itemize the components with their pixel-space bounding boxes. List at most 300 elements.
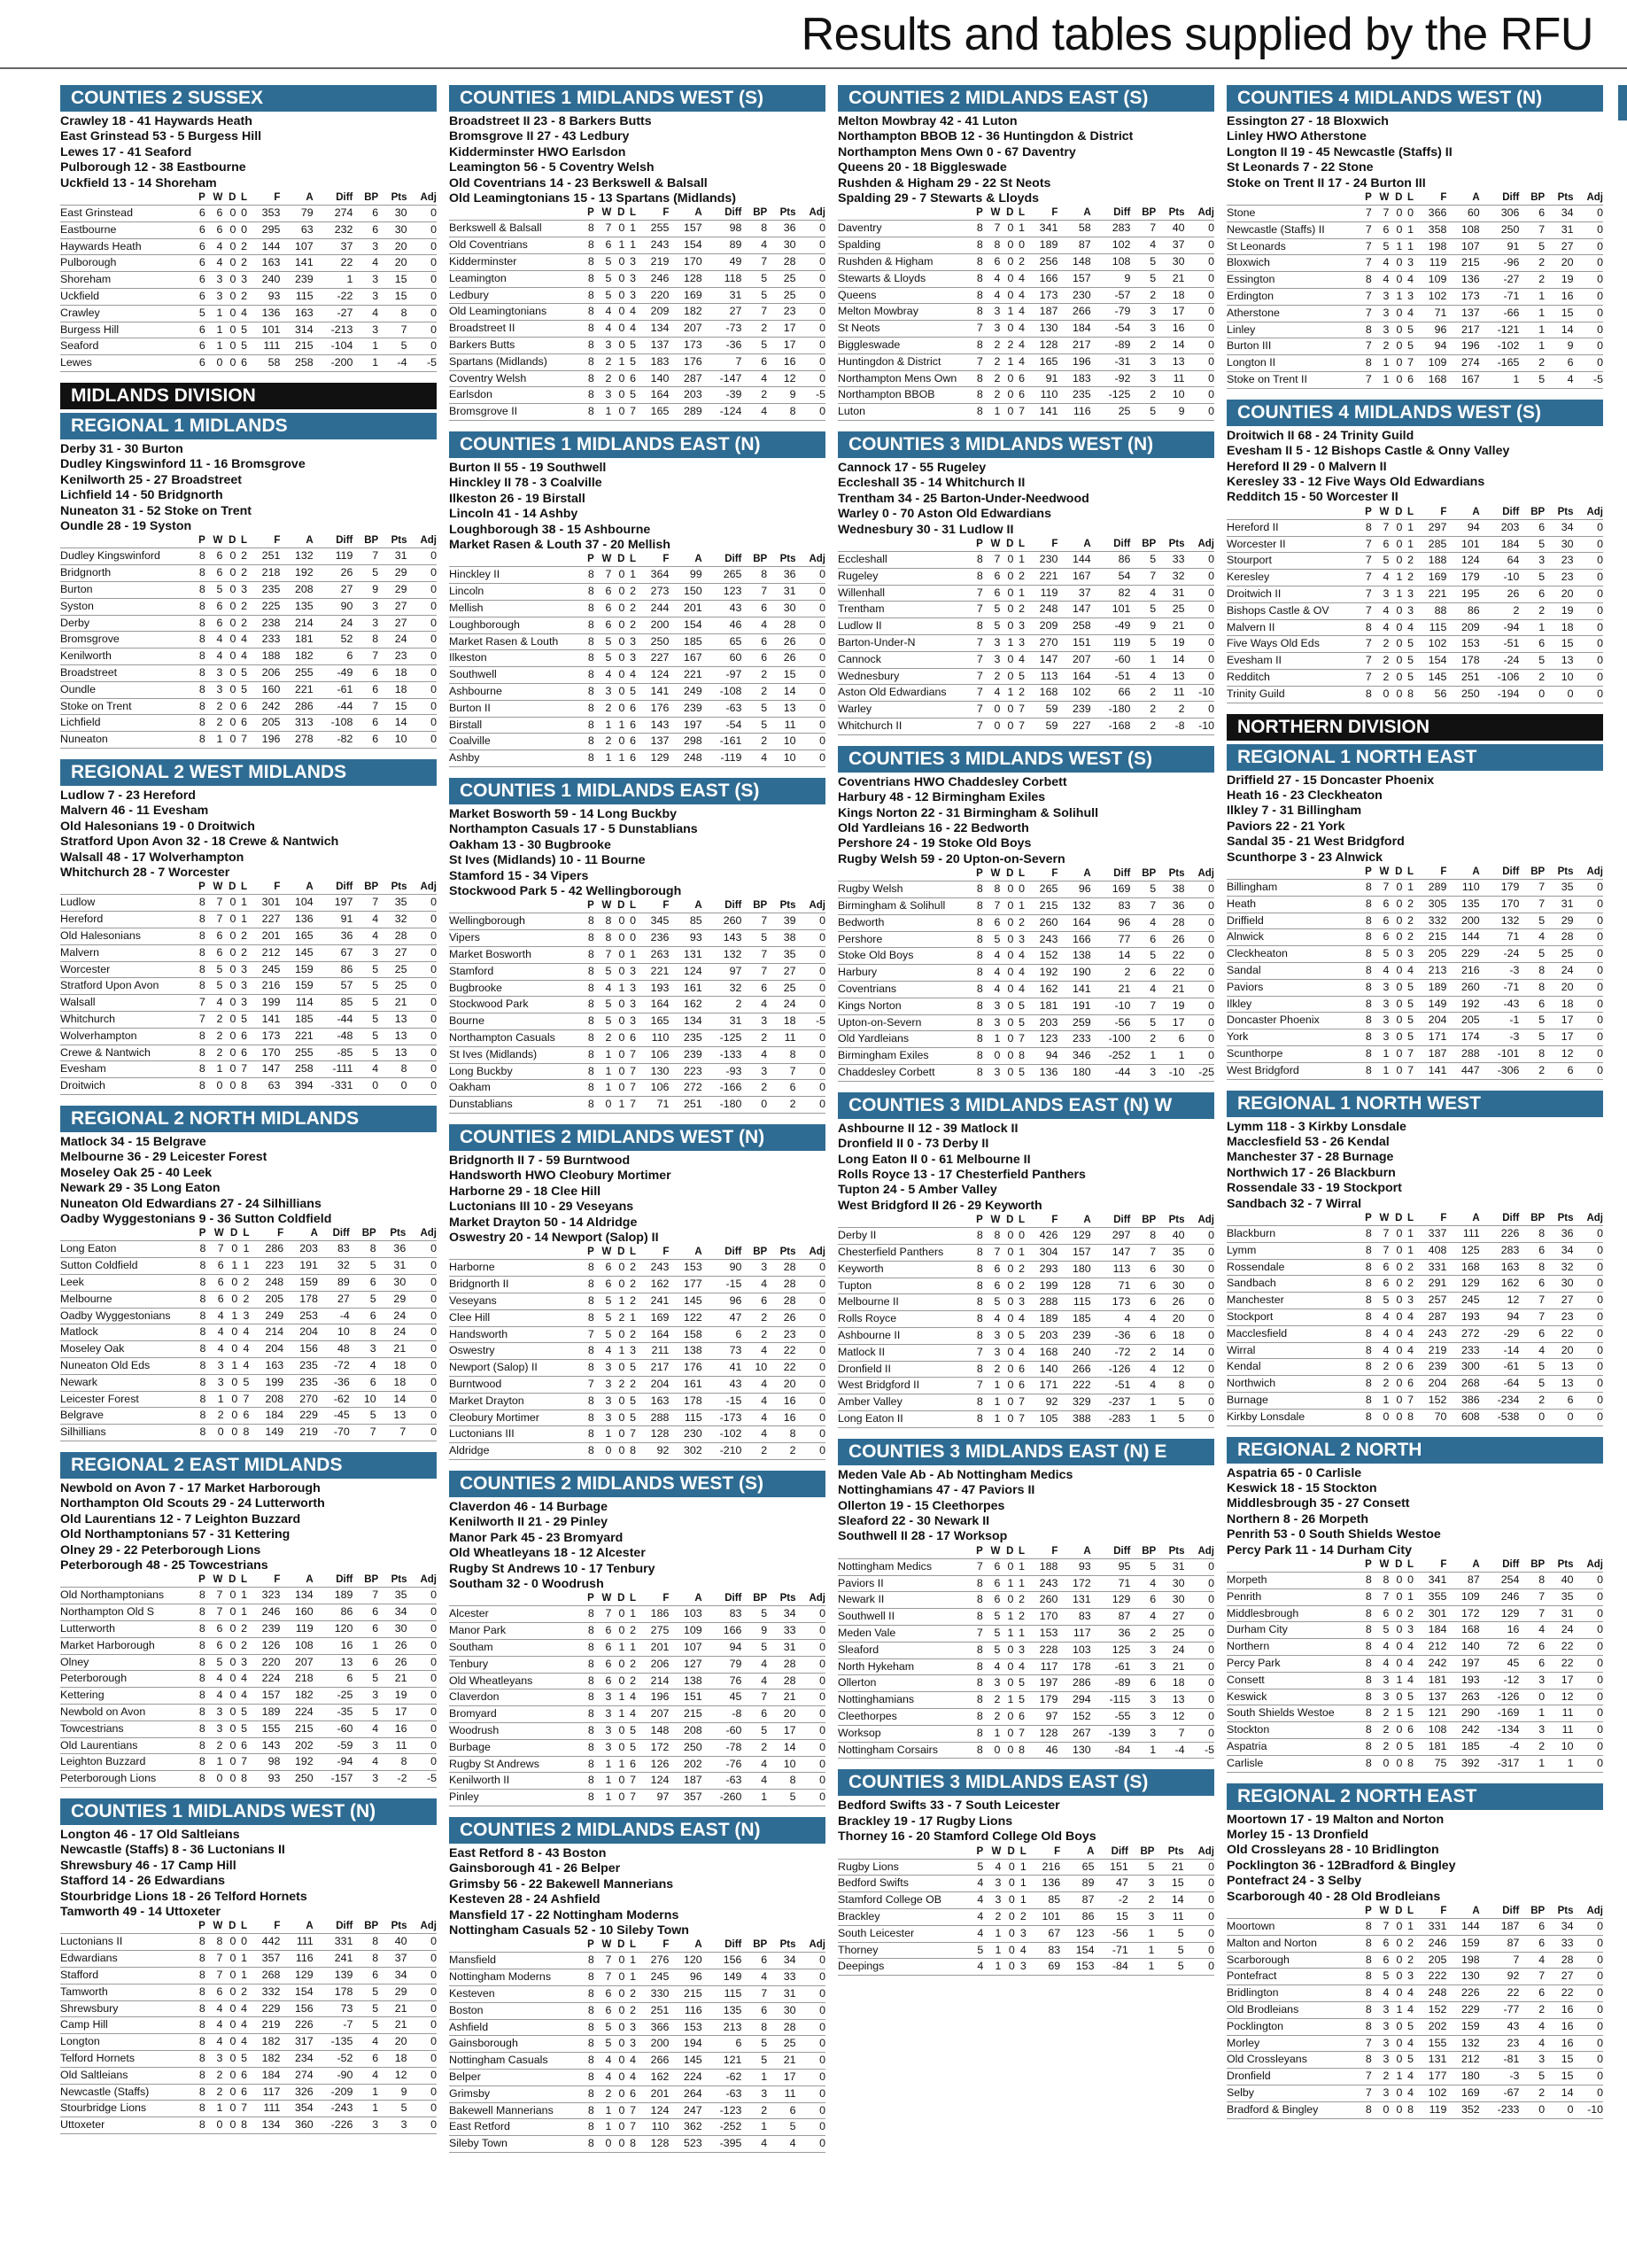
stat-cell: 8	[582, 1623, 594, 1640]
stat-cell: 101	[1446, 536, 1479, 553]
stat-cell: 16	[1480, 1622, 1520, 1639]
stat-cell: 3	[624, 963, 636, 980]
result-line: Southwell II 28 - 17 Worksop	[838, 1529, 1008, 1544]
stat-cell: 1	[237, 1258, 249, 1275]
stat-cell: 8	[971, 287, 983, 304]
stat-cell: 150	[669, 584, 701, 601]
stat-cell: 204	[283, 1324, 318, 1341]
stat-cell: 11	[767, 2085, 795, 2102]
stat-cell: 43	[1480, 2018, 1520, 2035]
column-header: F	[277, 1228, 284, 1239]
stat-cell: 447	[1446, 1062, 1479, 1079]
table-row	[838, 1959, 1214, 1976]
stat-cell: 2	[205, 1737, 223, 1754]
table-row	[1227, 1293, 1603, 1309]
stat-cell: 4	[1013, 287, 1025, 304]
stat-cell: 5	[1372, 238, 1390, 255]
stat-cell: -63	[702, 1773, 742, 1790]
team-name: Spartans (Midlands)	[449, 353, 582, 370]
team-name: Carlisle	[1227, 1755, 1360, 1772]
stat-cell: 0	[611, 404, 624, 421]
stat-cell: 1	[1402, 1242, 1414, 1259]
team-name: Old Halesonians	[60, 928, 193, 945]
stat-cell: -3	[1480, 1029, 1520, 1046]
stat-cell: 7	[1360, 2035, 1372, 2052]
stat-cell: 144	[1446, 929, 1479, 946]
stat-cell: 8	[582, 2102, 594, 2119]
stat-cell: 25	[767, 270, 795, 287]
stat-cell: 0	[1372, 1755, 1390, 1772]
stat-cell: 3	[983, 635, 1001, 652]
stat-cell: 5	[1519, 2069, 1545, 2085]
table-row	[1227, 289, 1603, 306]
stat-cell: 3	[237, 1308, 249, 1324]
stat-cell: 1	[594, 750, 612, 767]
stat-cell: 3	[1130, 1642, 1156, 1658]
stat-cell: 30	[767, 601, 795, 617]
stat-cell: 1	[1389, 570, 1402, 586]
result-line: Lincoln 41 - 14 Ashby	[449, 507, 578, 522]
stat-cell: 0	[611, 650, 624, 667]
stat-cell: 2	[205, 2084, 223, 2101]
team-name: Ashby	[449, 750, 582, 767]
stat-cell: 8	[971, 1014, 983, 1031]
stat-cell: 8	[971, 1394, 983, 1411]
team-name: Newark	[60, 1374, 193, 1391]
stat-cell: 3	[594, 1377, 612, 1394]
result-line: Kidderminster HWO Earlsdon	[449, 144, 626, 159]
table-row	[1227, 1639, 1603, 1656]
stat-cell: 19	[378, 1688, 407, 1705]
column-header: F	[662, 900, 670, 912]
table-row	[449, 1623, 825, 1640]
stat-cell: -63	[702, 700, 742, 717]
column-header: P	[976, 1215, 983, 1226]
stat-cell: 6	[193, 289, 205, 306]
stat-cell: 6	[353, 1604, 378, 1621]
stat-cell: 1	[1519, 619, 1545, 636]
stat-cell: -25	[1185, 1065, 1214, 1082]
stat-cell: 8	[193, 665, 205, 682]
result-line: Driffield 27 - 15 Doncaster Phoenix	[1227, 773, 1435, 788]
stat-cell: 8	[193, 1061, 205, 1078]
stat-cell: 3	[353, 238, 378, 255]
stat-cell: 8	[971, 1709, 983, 1726]
result-line: Handsworth HWO Cleobury Mortimer	[449, 1169, 671, 1184]
stat-cell: 4	[1015, 1942, 1027, 1959]
stat-cell: 306	[1480, 206, 1520, 222]
table-row	[449, 1673, 825, 1689]
stat-cell: 0	[222, 272, 236, 289]
stat-cell: 0	[611, 617, 624, 633]
stat-cell: 8	[971, 568, 983, 585]
stat-cell: 3	[624, 270, 636, 287]
table-row	[449, 997, 825, 1014]
stat-cell: 206	[247, 665, 280, 682]
result-line: Ilkeston 26 - 19 Birstall	[449, 491, 585, 506]
stat-cell: 7	[1519, 1293, 1545, 1309]
stat-cell: 2	[1130, 387, 1156, 404]
stat-cell: 1	[1389, 1672, 1402, 1689]
stat-cell: 2	[1519, 1062, 1545, 1079]
column-header: L	[1407, 866, 1414, 878]
result-line: Morley 15 - 13 Dronfield	[1227, 1828, 1369, 1842]
stat-cell: -2	[1094, 1892, 1127, 1909]
stat-cell: 5	[236, 322, 247, 338]
stat-cell: 49	[702, 254, 742, 271]
stat-cell: 8	[582, 1443, 594, 1460]
stat-cell: -43	[1480, 996, 1520, 1013]
stat-cell: 6	[353, 715, 378, 732]
stat-cell: 221	[280, 1028, 313, 1045]
stat-cell: 5	[1402, 1029, 1414, 1046]
stat-cell: 0	[1000, 1592, 1013, 1609]
stat-cell: 5	[350, 1258, 376, 1275]
stat-cell: 0	[1573, 1242, 1603, 1259]
stat-cell: 0	[611, 370, 624, 387]
stat-cell: 6	[1545, 355, 1573, 372]
result-line: Pocklington 36 - 12Bradford & Bingley	[1227, 1858, 1456, 1873]
result-line: Olney 29 - 22 Peterborough Lions	[60, 1542, 261, 1557]
stat-cell: -36	[1091, 1328, 1131, 1345]
stat-cell: 1	[1000, 1609, 1013, 1626]
stat-cell: 200	[636, 617, 669, 633]
stat-cell: 4	[1402, 1325, 1414, 1342]
stat-cell: 162	[669, 997, 701, 1014]
stat-cell: 8	[971, 882, 983, 898]
stat-cell: 0	[222, 1754, 236, 1771]
stat-cell: 4	[205, 238, 223, 255]
stat-cell: 4	[236, 305, 247, 322]
page-title: Results and tables supplied by the RFU	[801, 9, 1593, 60]
stat-cell: 205	[249, 1291, 283, 1308]
column-header: W	[213, 1574, 223, 1586]
team-name: Eastbourne	[60, 221, 193, 238]
team-name: Burton II	[449, 700, 582, 717]
result-line: Stafford 14 - 26 Edwardians	[60, 1874, 226, 1889]
stat-cell: 8	[1360, 1409, 1372, 1425]
league-table	[60, 881, 437, 1095]
league-section	[838, 1439, 1214, 1759]
stat-cell: 16	[1545, 2002, 1573, 2019]
stat-cell: 7	[741, 913, 767, 930]
team-name: Morpeth	[1227, 1573, 1360, 1589]
stat-cell: 159	[1446, 2018, 1479, 2035]
stat-cell: 3	[353, 1771, 378, 1788]
column-header: A	[310, 1228, 318, 1239]
team-name: Longton	[60, 2034, 193, 2051]
stat-cell: 21	[1156, 1658, 1184, 1675]
stat-cell: 4	[767, 2136, 795, 2153]
stat-cell: 4	[1130, 1361, 1156, 1378]
stat-cell: 3	[624, 2019, 636, 2036]
column-header: F	[1440, 866, 1447, 878]
stat-cell: 66	[1091, 685, 1131, 702]
column-header: Diff	[1502, 192, 1520, 204]
stat-cell: 5	[1402, 1689, 1414, 1705]
team-name: Seaford	[60, 338, 193, 355]
stat-cell: -10	[1573, 2101, 1603, 2118]
stat-cell: 0	[795, 1790, 825, 1806]
team-name: Chesterfield Panthers	[838, 1245, 971, 1262]
table-row	[449, 1410, 825, 1426]
stat-cell: 134	[280, 1588, 313, 1604]
table-row	[1227, 238, 1603, 255]
column-header: BP	[1530, 1906, 1546, 1917]
stat-cell: 16	[1545, 2035, 1573, 2052]
league-header: COUNTIES 2 MIDLANDS EAST (S)	[838, 85, 1214, 112]
stat-cell: 153	[669, 2019, 701, 2036]
result-line: Moortown 17 - 19 Malton and Norton	[1227, 1812, 1445, 1827]
stat-cell: 0	[1389, 355, 1402, 372]
result-line: Spalding 29 - 7 Stewarts & Lloyds	[838, 191, 1040, 206]
stat-cell: 3	[624, 633, 636, 650]
column-header: BP	[364, 535, 379, 547]
team-name: Shoreham	[60, 272, 193, 289]
stat-cell: 24	[1545, 963, 1573, 980]
stat-cell: 2	[236, 1984, 247, 2000]
stat-cell: 272	[669, 1080, 701, 1097]
stat-cell: 188	[247, 649, 280, 665]
column-header: P	[587, 554, 594, 565]
stat-cell: 297	[1091, 1228, 1131, 1245]
stat-cell: 16	[767, 353, 795, 370]
stat-cell: 31	[767, 584, 795, 601]
stat-cell: 5	[624, 338, 636, 354]
stat-cell: 6	[353, 206, 378, 222]
stat-cell: 4	[983, 287, 1001, 304]
stat-cell: 17	[1545, 1029, 1573, 1046]
stat-cell: 0	[795, 717, 825, 734]
stat-cell: 1	[224, 1358, 238, 1375]
stat-cell: 217	[636, 1360, 669, 1377]
stat-cell: 171	[1025, 1378, 1058, 1394]
stat-cell: 285	[1414, 536, 1446, 553]
stat-cell: 7	[1372, 206, 1390, 222]
column-header: F	[1051, 207, 1058, 219]
stat-cell: 0	[795, 1656, 825, 1673]
stat-cell: 5	[1130, 1014, 1156, 1031]
stat-cell: 0	[795, 338, 825, 354]
stat-cell: 119	[314, 548, 353, 565]
stat-cell: 0	[1573, 1226, 1603, 1243]
stat-cell: 0	[795, 1739, 825, 1756]
stat-cell: -67	[1480, 2085, 1520, 2102]
stat-cell: 0	[1000, 270, 1013, 287]
team-name: Oadby Wyggestonians	[60, 1308, 193, 1324]
stat-cell: 4	[624, 1706, 636, 1723]
league-section	[449, 1471, 825, 1806]
stat-cell: 162	[636, 2070, 669, 2086]
team-name: Nuneaton Old Eds	[60, 1358, 193, 1375]
stat-cell: 8	[582, 650, 594, 667]
stat-cell: 4	[594, 304, 612, 321]
team-name: Percy Park	[1227, 1656, 1360, 1673]
stat-cell: 0	[1573, 272, 1603, 289]
stat-cell: 21	[378, 2000, 407, 2017]
stat-cell: -4	[378, 355, 407, 372]
stat-cell: 65	[1060, 1859, 1094, 1876]
stat-cell: 6	[741, 633, 767, 650]
stat-cell: 248	[1414, 1985, 1446, 2002]
stat-cell: 6	[1519, 206, 1545, 222]
stat-cell: 1	[624, 1640, 636, 1657]
stat-cell: 3	[624, 254, 636, 271]
stat-cell: 8	[193, 649, 205, 665]
stat-cell: 5	[237, 1374, 249, 1391]
stat-cell: 132	[1446, 2035, 1479, 2052]
stat-cell: 153	[1060, 1959, 1094, 1976]
stat-cell: 235	[669, 1030, 701, 1047]
stat-cell: 5	[594, 1326, 612, 1343]
stat-cell: 3	[1130, 1709, 1156, 1726]
stat-cell: 221	[280, 681, 313, 698]
stat-cell: 0	[1389, 1029, 1402, 1046]
stat-cell: 7	[205, 1241, 223, 1258]
stat-cell: 0	[795, 2036, 825, 2053]
column-header: W	[990, 1545, 1001, 1557]
table-row	[1227, 602, 1603, 619]
stat-cell: 7	[594, 1953, 612, 1969]
stat-cell: 245	[636, 1969, 669, 1986]
stat-cell: 0	[795, 1046, 825, 1063]
stat-cell: 8	[193, 1241, 205, 1258]
column-header	[449, 206, 582, 221]
table-row	[838, 353, 1214, 370]
stat-cell: 7	[353, 548, 378, 565]
table-row	[1227, 221, 1603, 238]
table-head-row	[838, 1214, 1214, 1228]
stat-cell: 246	[1480, 1588, 1520, 1605]
stat-cell: 0	[1000, 1065, 1013, 1082]
stat-cell: 110	[1025, 387, 1058, 404]
stat-cell: 173	[1091, 1294, 1131, 1311]
stat-cell: 0	[1013, 1228, 1025, 1245]
table-row	[1227, 880, 1603, 897]
stat-cell: 13	[1156, 353, 1184, 370]
stat-cell: 239	[1058, 1328, 1090, 1345]
team-name: Bridgnorth	[60, 565, 193, 582]
table-row	[449, 1790, 825, 1806]
league-header: REGIONAL 2 NORTH EAST	[1227, 1783, 1603, 1810]
column-header: A	[694, 1593, 702, 1604]
stat-cell: -31	[1091, 353, 1131, 370]
table-row	[60, 732, 437, 749]
stat-cell: 4	[1372, 1325, 1390, 1342]
stat-cell: 7	[376, 1425, 407, 1441]
stat-cell: 5	[594, 1293, 612, 1310]
table-row	[60, 1045, 437, 1061]
team-name: Old Leamingtonians	[449, 304, 582, 321]
stat-cell: 83	[702, 1606, 742, 1623]
stat-cell: 3	[983, 1876, 1001, 1892]
stat-cell: 8	[582, 1640, 594, 1657]
stat-cell: 5	[971, 1859, 983, 1876]
table-row	[449, 2053, 825, 2070]
team-name: Northampton Casuals	[449, 1030, 582, 1047]
stat-cell: 12	[1480, 1293, 1520, 1309]
stat-cell: 1	[624, 237, 636, 254]
stat-cell: 233	[247, 632, 280, 649]
stat-cell: 157	[247, 1688, 280, 1705]
stat-cell: 4	[1130, 668, 1156, 685]
team-name: Belgrave	[60, 1408, 193, 1425]
stat-cell: 219	[1414, 1342, 1446, 1359]
column-header: L	[1019, 1545, 1026, 1557]
stat-cell: 106	[636, 1080, 669, 1097]
stat-cell: 0	[407, 715, 437, 732]
stat-cell: 0	[1184, 254, 1214, 271]
stat-cell: 0	[611, 1443, 624, 1460]
stat-cell: 8	[1360, 1376, 1372, 1393]
column-header: A	[1083, 1215, 1091, 1226]
stat-cell: 3	[353, 944, 378, 961]
result-line: Northampton Mens Own 0 - 67 Daventry	[838, 144, 1076, 159]
stat-cell: 174	[1446, 1029, 1479, 1046]
stat-cell: 182	[247, 2034, 280, 2051]
stat-cell: 8	[193, 1341, 205, 1358]
stat-cell: 10	[318, 1324, 350, 1341]
stat-cell: 1	[594, 1790, 612, 1806]
stat-cell: 0	[1184, 1959, 1214, 1976]
stat-cell: 6	[1402, 1722, 1414, 1739]
stat-cell: 0	[1185, 1014, 1214, 1031]
stat-cell: 0	[407, 2034, 437, 2051]
stat-cell: 0	[224, 1241, 238, 1258]
stat-cell: 98	[702, 221, 742, 237]
table-row	[449, 1260, 825, 1277]
stat-cell: 26	[314, 565, 353, 582]
stat-cell: 218	[280, 1671, 313, 1688]
stat-cell: 189	[314, 1588, 353, 1604]
stat-cell: 21	[378, 1671, 407, 1688]
team-name: Redditch	[1227, 670, 1360, 687]
stat-cell: 169	[1414, 570, 1446, 586]
column-2	[449, 85, 825, 2163]
stat-cell: 136	[280, 912, 313, 928]
stat-cell: 0	[611, 913, 624, 930]
stat-cell: 4	[1402, 2069, 1414, 2085]
team-name: Stafford	[60, 1968, 193, 1984]
stat-cell: 1	[205, 338, 223, 355]
stat-cell: 0	[611, 254, 624, 271]
column-header: Diff	[724, 1247, 742, 1258]
stat-cell: 0	[1184, 1278, 1214, 1294]
stat-cell: 8	[1360, 1919, 1372, 1936]
stat-cell: 0	[224, 1408, 238, 1425]
stat-cell: 161	[669, 980, 701, 997]
stat-cell: 148	[636, 1723, 669, 1740]
column-header: A	[1083, 1545, 1091, 1557]
stat-cell: 0	[407, 1028, 437, 1045]
team-name: Droitwich II	[1227, 586, 1360, 603]
stat-cell: 0	[611, 930, 624, 947]
stat-cell: 286	[249, 1241, 283, 1258]
stat-cell: 30	[376, 1275, 407, 1292]
column-header: Pts	[779, 1247, 796, 1258]
table-row	[449, 2136, 825, 2153]
stat-cell: 0	[222, 928, 236, 945]
stat-cell: 1	[353, 2084, 378, 2101]
stat-cell: 2	[236, 1637, 247, 1654]
table-row	[838, 718, 1214, 735]
stat-cell: 0	[222, 598, 236, 615]
stat-cell: 6	[1372, 913, 1390, 929]
stat-cell: 7	[205, 912, 223, 928]
table-head-row	[449, 1246, 825, 1260]
stat-cell: 243	[1025, 931, 1058, 948]
stat-cell: 0	[1389, 1985, 1402, 2002]
